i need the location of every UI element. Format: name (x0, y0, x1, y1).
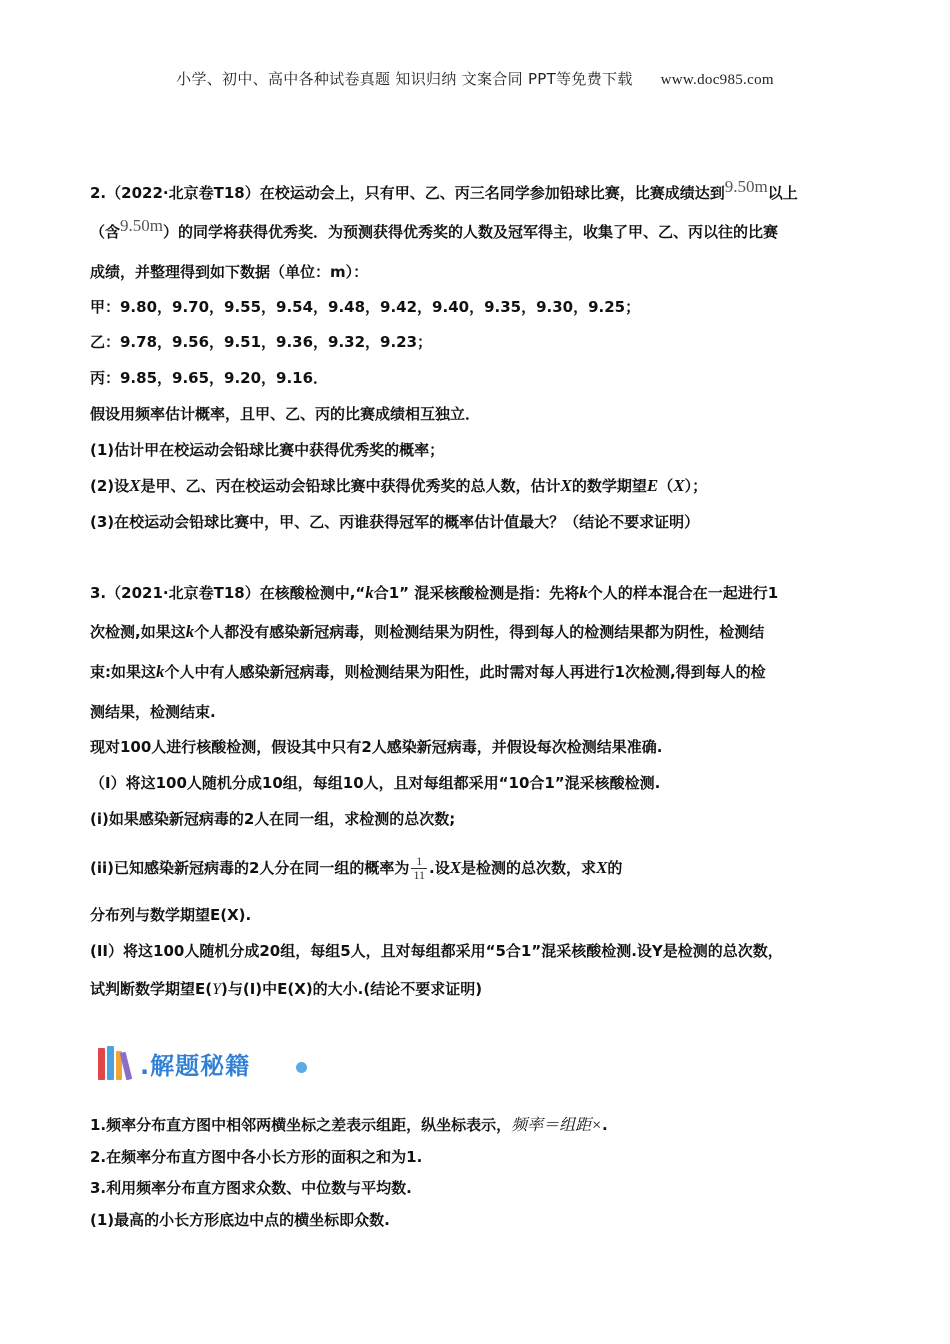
fraction-numerator: 1 (416, 854, 423, 868)
math-var: E (646, 476, 659, 495)
q3-text: 3.（2021·北京卷T18）在核酸检测中,“ (90, 584, 366, 602)
math-var: k (156, 662, 165, 681)
math-var: X (596, 858, 608, 877)
tip-3: 3.利用频率分布直方图求众数、中位数与平均数. (90, 1179, 412, 1197)
math-var: X (129, 476, 141, 495)
q2-data-yi: 乙：9.78，9.56，9.51，9.36，9.32，9.23； (90, 333, 433, 351)
q3-text: 的 (607, 859, 623, 877)
q3-text: 个人的样本混合在一起进行1 (587, 584, 779, 602)
q2-part-3: (3)在校运动会铅球比赛中，甲、乙、丙谁获得冠军的概率估计值最大？（结论不要求证明） (90, 513, 700, 531)
q2-text: 2.（2022·北京卷T18）在校运动会上，只有甲、乙、丙三名同学参加铅球比赛，比赛成绩达到 (90, 184, 725, 202)
q3-text: 束:如果这 (90, 663, 156, 681)
math-var: X (560, 476, 572, 495)
fraction-denominator: 11 (413, 868, 425, 882)
q3-line-9: 分布列与数学期望E(X). (90, 906, 252, 924)
q2-data-jia: 甲：9.80，9.70，9.55，9.54，9.48，9.42，9.40，9.35，9.30，9.25； (90, 298, 641, 316)
q3-text: 试判断数学期望E( (90, 980, 213, 998)
q3-line-11 (90, 978, 870, 1001)
q2-text: 的数学期望 (571, 477, 647, 495)
math-value: 9.50m (724, 177, 768, 196)
q3-line-4: 测结果，检测结束. (90, 703, 216, 721)
tip-2: 2.在频率分布直方图中各小长方形的面积之和为1. (90, 1148, 423, 1166)
q2-line-3: 成绩，并整理得到如下数据（单位：m）： (90, 263, 369, 281)
q3-line-2 (90, 621, 870, 643)
tip-1 (90, 1114, 870, 1137)
math-var: k (185, 622, 195, 641)
header-text: 小学、初中、高中各种试卷真题 知识归纳 文案合同 PPT等免费下载 (176, 70, 633, 88)
q3-text: 次检测,如果这 (90, 623, 186, 641)
math-var: k (365, 583, 374, 602)
q3-text: 个人中有人感染新冠病毒，则检测结果为阳性，此时需对每人再进行1次检测,得到每人的检 (164, 663, 766, 681)
q2-part-1: (1)估计甲在校运动会铅球比赛中获得优秀奖的概率； (90, 441, 445, 459)
q3-text: 合1” 混采核酸检测是指：先将 (373, 584, 580, 602)
math-var: X (673, 476, 685, 495)
math-value: 9.50m (120, 216, 163, 235)
fraction (411, 855, 427, 882)
banner-title: .解题秘籍 (140, 1052, 251, 1080)
q3-line-5: 现对100人进行核酸检测，假设其中只有2人感染新冠病毒，并假设每次检测结果准确. (90, 738, 663, 756)
q2-text: （ (658, 477, 674, 495)
page-header (0, 68, 950, 89)
q3-text: .设 (429, 859, 450, 877)
q3-line-3 (90, 661, 870, 683)
q3-text: )与(I)中E(X)的大小.(结论不要求证明) (221, 980, 483, 998)
banner-dot (296, 1062, 307, 1073)
q2-part-2 (90, 475, 870, 497)
q3-text: 个人都没有感染新冠病毒，则检测结果为阴性，得到每人的检测结果都为阴性，检测结 (194, 623, 765, 641)
q3-line-6: （I）将这100人随机分成10组，每组10人，且对每组都采用“10合1”混采核酸检测. (90, 774, 661, 792)
tip-formula: 频率＝组距× (511, 1117, 602, 1134)
q2-text: 以上 (767, 184, 798, 202)
q3-line-10: (II）将这100人随机分成20组，每组5人，且对每组都采用“5合1”混采核酸检测.设Y是检测的总次数， (90, 942, 783, 960)
q3-text: (ii)已知感染新冠病毒的2人分在同一组的概率为 (90, 859, 410, 877)
q2-text: （含 (90, 223, 121, 241)
q2-text: ）的同学将获得优秀奖．为预测获得优秀奖的人数及冠军得主，收集了甲、乙、丙以往的比赛 (163, 223, 779, 241)
q2-text: 是甲、乙、丙在校运动会铅球比赛中获得优秀奖的总人数，估计 (140, 477, 561, 495)
q2-text: ）； (684, 477, 708, 495)
tip-text: . (601, 1116, 608, 1134)
tip-text: 1.频率分布直方图中相邻两横坐标之差表示组距，纵坐标表示， (90, 1116, 512, 1134)
q3-line-8 (90, 855, 870, 882)
math-var: Y (212, 981, 222, 998)
math-var: k (579, 583, 588, 602)
q3-line-1 (90, 582, 870, 604)
q2-line-1 (90, 177, 870, 204)
q2-line-2 (90, 216, 870, 243)
q3-text: 是检测的总次数，求 (461, 859, 597, 877)
tip-4: (1)最高的小长方形底边中点的横坐标即众数. (90, 1211, 390, 1229)
q2-text: (2)设 (90, 477, 130, 495)
books-icon (96, 1042, 136, 1082)
header-site[interactable]: www.doc985.com (660, 72, 774, 88)
tips-banner (96, 1040, 316, 1086)
q2-assumption: 假设用频率估计概率，且甲、乙、丙的比赛成绩相互独立． (90, 405, 481, 423)
q3-line-7: (i)如果感染新冠病毒的2人在同一组，求检测的总次数; (90, 810, 456, 828)
math-var: X (449, 858, 462, 877)
q2-data-bing: 丙：9.85，9.65，9.20，9.16． (90, 369, 329, 387)
